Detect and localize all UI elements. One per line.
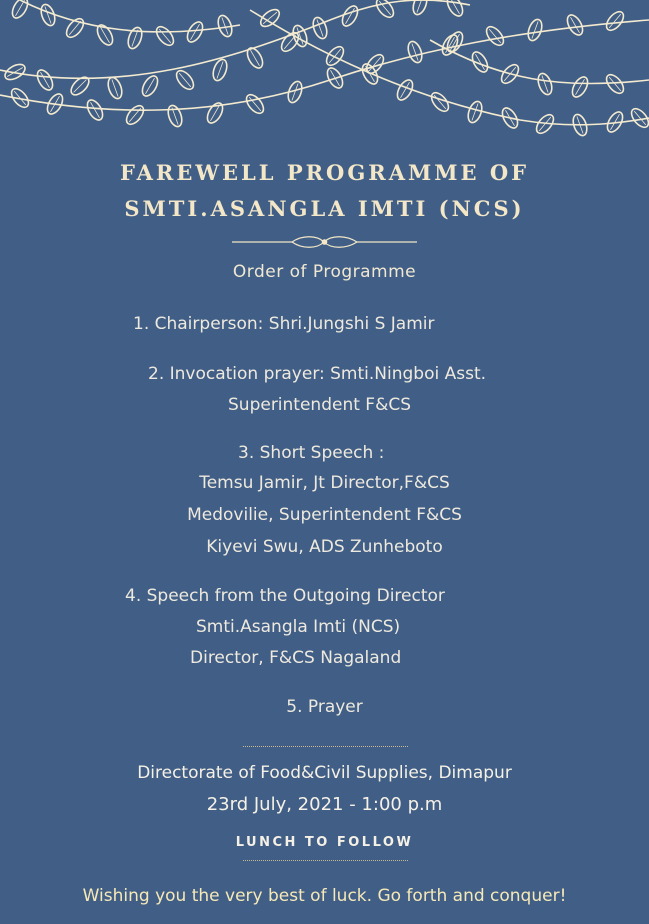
leaf-vein-icon (317, 20, 323, 37)
leaf-vein-icon (217, 62, 223, 79)
title-line-2: SMTI.ASANGLA IMTI (NCS) (124, 196, 525, 221)
programme-item-3-line-1: 3. Short Speech : (238, 443, 385, 463)
date-time-text: 23rd July, 2021 - 1:00 p.m (206, 794, 443, 815)
leaf-icon (411, 0, 430, 16)
programme-item-3-line-4: Kiyevi Swu, ADS Zunheboto (206, 537, 443, 557)
leaf-vein-icon (412, 44, 418, 61)
programme-item-4-line-3: Director, F&CS Nagaland (190, 648, 402, 668)
wish-message: Wishing you the very best of luck. Go forth and conquer! (82, 886, 567, 906)
programme-item-2-line-2: Superintendent F&CS (228, 395, 411, 415)
dotted-divider-bottom (243, 860, 408, 861)
venue-text: Directorate of Food&Civil Supplies, Dimapur (137, 763, 512, 783)
title-line-1: FAREWELL PROGRAMME OF (119, 160, 530, 185)
programme-item-4-line-2: Smti.Asangla Imti (NCS) (196, 617, 401, 637)
leaf-vein-icon (532, 22, 538, 39)
dotted-divider-top (243, 746, 408, 747)
programme-item-3-line-3: Medovilie, Superintendent F&CS (187, 505, 462, 525)
programme-item-4-line-1: 4. Speech from the Outgoing Director (125, 586, 445, 606)
leaf-icon (9, 0, 30, 21)
leaf-vein-icon (292, 84, 298, 101)
programme-item-3-line-2: Temsu Jamir, Jt Director,F&CS (199, 473, 450, 493)
programme-item-2-line-1: 2. Invocation prayer: Smti.Ningboi Asst. (148, 364, 487, 384)
leaf-vein-icon (222, 18, 228, 35)
leaf-vein-icon (417, 0, 423, 12)
programme-item-1: 1. Chairperson: Shri.Jungshi S Jamir (133, 314, 435, 334)
leaf-vein-icon (112, 80, 118, 97)
order-of-programme-heading: Order of Programme (232, 262, 417, 282)
leaf-vine-garland-icon (0, 0, 649, 160)
programme-item-5: 5. Prayer (286, 697, 363, 717)
leaf-vein-icon (472, 104, 478, 121)
leaf-vein-icon (132, 30, 138, 47)
flourish-divider-icon (232, 235, 417, 249)
lunch-note: LUNCH TO FOLLOW (235, 835, 414, 850)
leaf-vein-icon (45, 7, 51, 24)
leaf-vein-icon (542, 76, 548, 93)
